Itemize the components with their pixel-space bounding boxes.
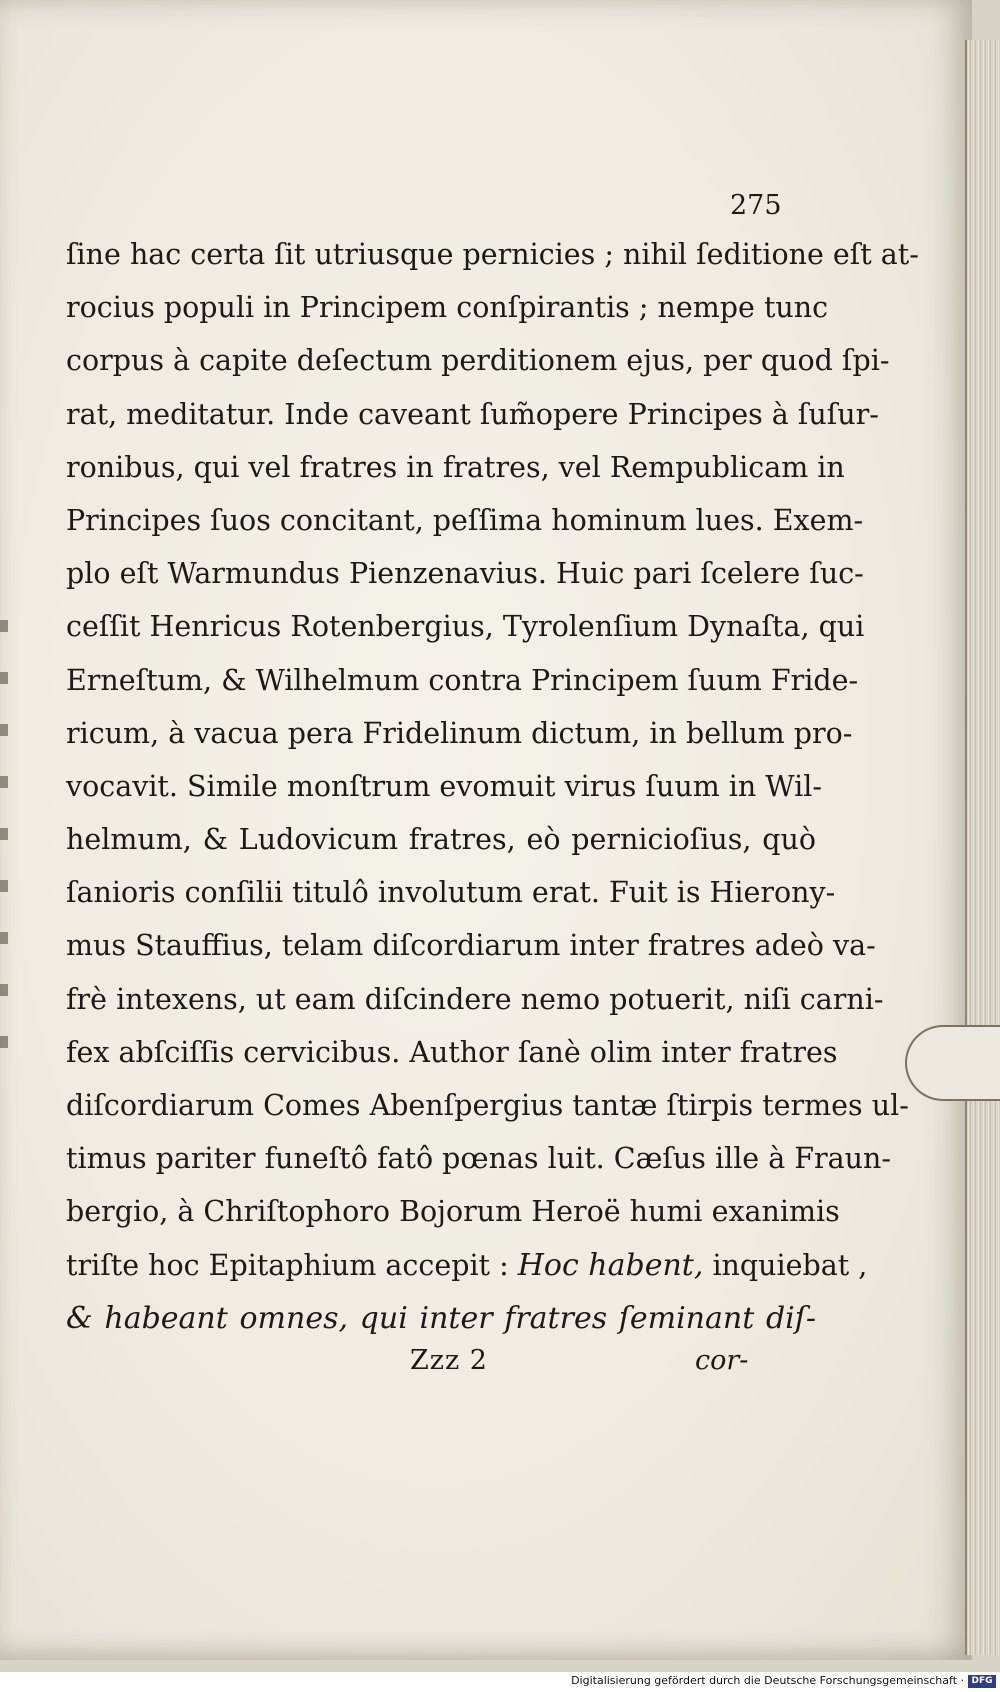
text-line: fex abſciſſis cervicibus. Author ſanè olim inter fratres <box>66 1035 838 1069</box>
text-line: rocius populi in Principem conſpirantis ; nempe tunc <box>66 291 829 325</box>
credit-text: Digitalisierung gefördert durch die Deutsche Forschungsgemeinschaft · <box>571 1674 964 1687</box>
text-line-italic <box>66 1292 816 1345</box>
text-line: timus pariter funeſtô fatô pœnas luit. Cæſus ille à Fraun- <box>66 1142 892 1176</box>
digitization-credit-bar <box>0 1672 1000 1692</box>
italic-quote: Hoc habent, <box>517 1247 704 1283</box>
text-line: ſine hac certa ſit utriusque pernicies ; nihil ſeditione eſt at- <box>66 238 919 271</box>
text-line: Principes ſuos concitant, peſſima hominum lues. Exem- <box>66 503 864 537</box>
page-edges <box>965 40 1000 1655</box>
body-text <box>66 228 919 1345</box>
text-line: bergio, à Chriſtophoro Bojorum Heroë humi exanimis <box>66 1195 840 1229</box>
text-line: diſcordiarum Comes Abenſpergius tantæ ſtirpis termes ul- <box>66 1089 909 1122</box>
signature-mark: Zzz 2 <box>410 1345 488 1376</box>
text-line: ceſſit Henricus Rotenbergius, Tyrolenſium Dynaſta, qui <box>66 610 865 644</box>
text-line: ricum, à vacua pera Fridelinum dictum, in bellum pro- <box>66 716 853 750</box>
thumb-tab <box>905 1025 1000 1101</box>
italic-quote: & habeant omnes, qui inter fratres ſeminant diſ- <box>66 1300 816 1336</box>
text-line-mixed <box>66 1239 868 1292</box>
roman-text: triſte hoc Epitaphium accepit : <box>66 1248 509 1282</box>
text-line: corpus à capite deſectum perditionem ejus, per quod ſpi- <box>66 344 890 378</box>
dfg-logo-icon: DFG <box>968 1675 996 1688</box>
text-line: rat, meditatur. Inde caveant ſum̃opere Principes à ſuſur- <box>66 397 879 431</box>
text-line: vocavit. Simile monſtrum evomuit virus ſuum in Wil- <box>66 769 822 803</box>
text-line: plo eſt Warmundus Pienzenavius. Huic pari ſcelere ſuc- <box>66 557 864 591</box>
roman-text: inquiebat , <box>712 1248 868 1282</box>
text-line: helmum, & Ludovicum fratres, eò pernicioſius, quò <box>66 823 816 857</box>
text-line: ſanioris conſilii titulô involutum erat. Fuit is Hierony- <box>66 876 836 910</box>
text-line: Erneſtum, & Wilhelmum contra Principem ſuum Fride- <box>66 663 859 697</box>
text-line: mus Stauffius, telam diſcordiarum inter fratres adeò va- <box>66 929 876 963</box>
page-number: 275 <box>730 190 782 221</box>
catchword: cor- <box>695 1345 749 1376</box>
text-line: ronibus, qui vel fratres in fratres, vel Rempublicam in <box>66 450 845 484</box>
adjacent-page-bleed <box>0 580 8 1080</box>
text-line: frè intexens, ut eam diſcindere nemo potuerit, niſi carni- <box>66 982 884 1016</box>
